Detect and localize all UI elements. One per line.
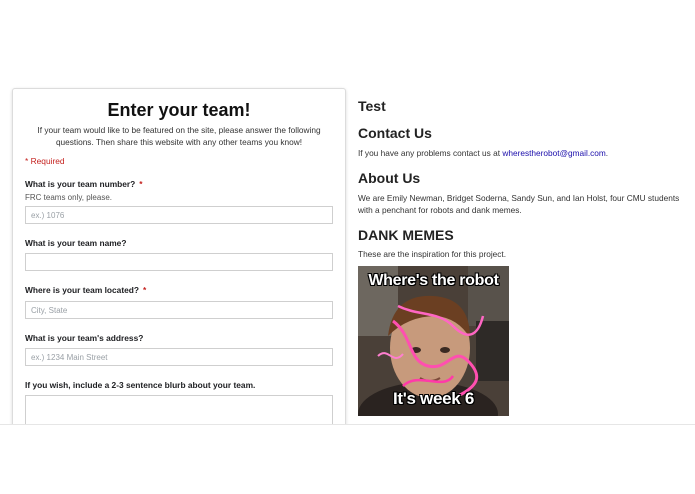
team-name-label: What is your team name? <box>25 238 127 248</box>
team-name-input[interactable] <box>25 253 333 271</box>
about-text: We are Emily Newman, Bridget Soderna, Sandy Sun, and Ian Holst, four CMU students with a penchant for robots and dank memes. <box>358 193 680 215</box>
form-description: If your team would like to be featured on the site, please answer the following questions. Then share this website with any other teams you know! <box>37 125 321 147</box>
memes-text: These are the inspiration for this project. <box>358 249 507 259</box>
team-address-label: What is your team's address? <box>25 333 144 343</box>
test-heading: Test <box>358 98 386 114</box>
team-location-input[interactable] <box>25 301 333 319</box>
contact-email-link[interactable]: wherestherobot@gmail.com <box>502 148 606 158</box>
team-number-help: FRC teams only, please. <box>25 193 112 202</box>
meme-top-caption: Where's the robot <box>368 272 499 289</box>
required-asterisk: * <box>139 179 143 189</box>
about-heading: About Us <box>358 170 421 186</box>
required-asterisk: * <box>143 285 147 295</box>
contact-text: If you have any problems contact us at wherestherobot@gmail.com. <box>358 148 609 158</box>
required-note: * Required <box>25 156 65 166</box>
team-address-input[interactable] <box>25 348 333 366</box>
meme-bottom-caption: It's week 6 <box>392 389 475 408</box>
memes-heading: DANK MEMES <box>358 227 454 243</box>
team-blurb-label: If you wish, include a 2-3 sentence blurb about your team. <box>25 380 256 390</box>
team-blurb-textarea[interactable] <box>25 395 333 425</box>
form-title: Enter your team! <box>107 100 251 120</box>
team-number-input[interactable] <box>25 206 333 224</box>
team-location-label: Where is your team located? * <box>25 285 147 295</box>
meme-image <box>358 266 509 416</box>
team-number-label: What is your team number? * <box>25 179 143 189</box>
contact-heading: Contact Us <box>358 125 432 141</box>
team-form-card <box>12 88 346 425</box>
page-below-fold <box>0 425 695 494</box>
